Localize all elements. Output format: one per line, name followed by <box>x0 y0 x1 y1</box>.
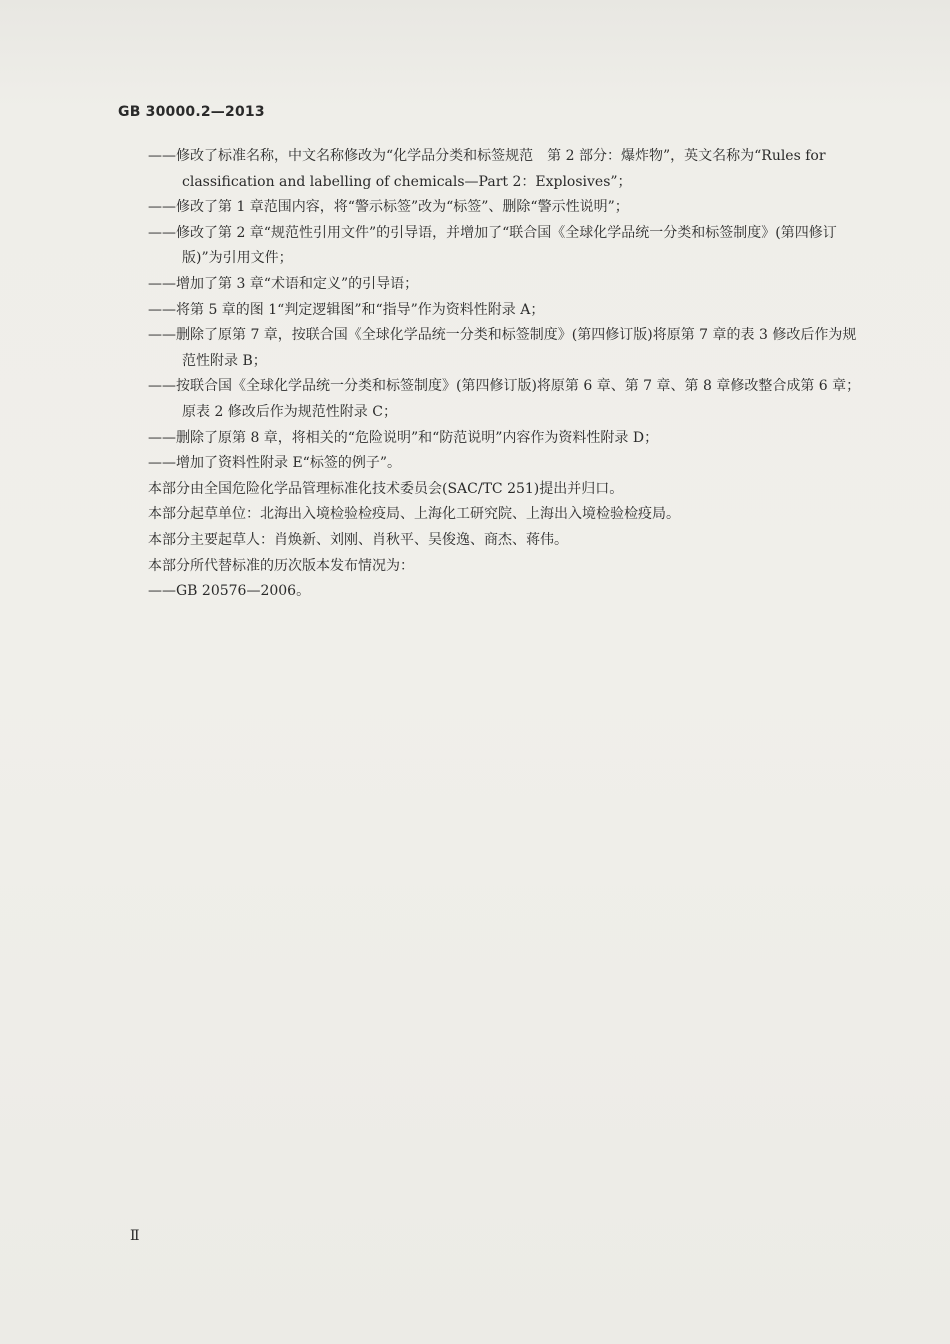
page-number: Ⅱ <box>130 1228 140 1244</box>
foreword-body <box>148 144 863 605</box>
proposed-by-paragraph: 本部分由全国危险化学品管理标准化技术委员会(SAC/TC 251)提出并归口。 <box>148 480 624 497</box>
change-item-annex-c: ——按联合国《全球化学品统一分类和标签制度》(第四修订版)将原第 6 章、第 7 章、第 8 章修改整合成第 6 章；原表 2 修改后作为规范性附录 C； <box>148 378 861 420</box>
change-item-annex-a: ——将第 5 章的图 1“判定逻辑图”和“指导”作为资料性附录 A； <box>148 301 545 318</box>
change-item-annex-d: ——删除了原第 8 章，将相关的“危险说明”和“防范说明”内容作为资料性附录 D； <box>148 429 659 446</box>
history-intro-paragraph: 本部分所代替标准的历次版本发布情况为： <box>148 557 414 574</box>
change-item-annex-e: ——增加了资料性附录 E“标签的例子”。 <box>148 455 401 472</box>
standard-number-header: GB 30000.2—2013 <box>118 104 265 120</box>
drafting-units-paragraph: 本部分起草单位：北海出入境检验检疫局、上海化工研究院、上海出入境检验检疫局。 <box>148 506 680 523</box>
change-item-annex-b: ——删除了原第 7 章，按联合国《全球化学品统一分类和标签制度》(第四修订版)将原第 7 章的表 3 修改后作为规范性附录 B； <box>148 327 857 369</box>
history-item: ——GB 20576—2006。 <box>148 583 311 600</box>
change-item-title: ——修改了标准名称，中文名称修改为“化学品分类和标签规范 第 2 部分：爆炸物”，英文名称为“Rules for classification and labelling of chemicals—Part 2：Explosives”； <box>148 148 826 190</box>
change-item-terms: ——增加了第 3 章“术语和定义”的引导语； <box>148 275 419 292</box>
change-item-scope: ——修改了第 1 章范围内容，将“警示标签”改为“标签”、删除“警示性说明”； <box>148 199 629 216</box>
change-item-normative-references: ——修改了第 2 章“规范性引用文件”的引导语，并增加了“联合国《全球化学品统一分类和标签制度》(第四修订版)”为引用文件； <box>148 224 837 267</box>
drafters-paragraph: 本部分主要起草人：肖焕新、刘刚、肖秋平、吴俊逸、商杰、蒋伟。 <box>148 531 568 548</box>
